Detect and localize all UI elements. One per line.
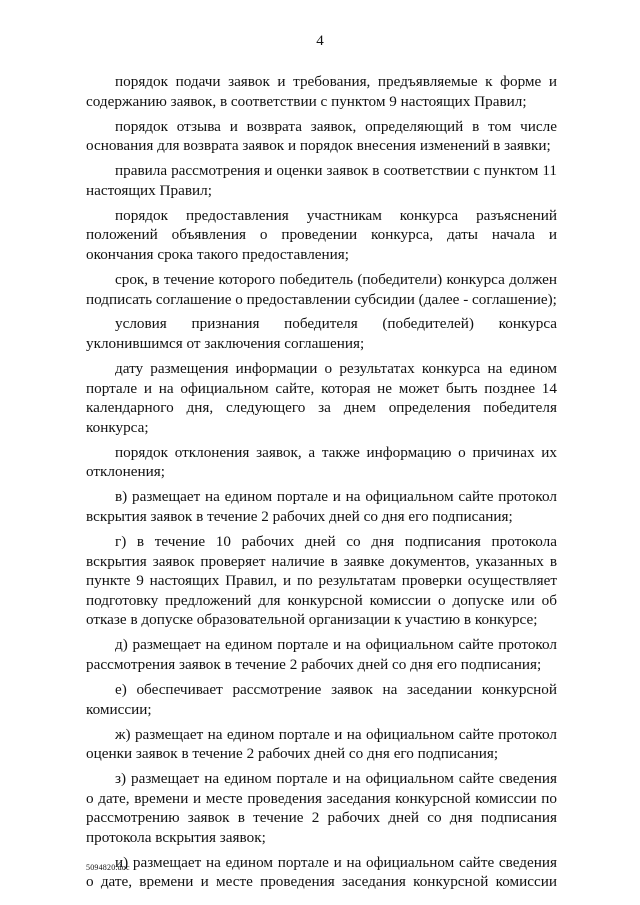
paragraph: д) размещает на едином портале и на официальном сайте протокол рассмотрения заявок в течение 2 рабочих дней со дня его подписания; <box>86 636 557 673</box>
paragraph: порядок отклонения заявок, а также информацию о причинах их отклонения; <box>86 443 557 481</box>
paragraph: правила рассмотрения и оценки заявок в соответствии с пунктом 11 настоящих Правил; <box>86 162 557 199</box>
page-number: 4 <box>316 33 324 49</box>
paragraph: и) размещает на едином портале и на официальном сайте сведения о дате, времени и месте проведения заседания конкурсной комиссии <box>86 853 557 891</box>
file-name-footer: 5094820.doc <box>86 863 130 872</box>
paragraph: г) в течение 10 рабочих дней со дня подписания протокола вскрытия заявок проверяет наличие в заявке документов, указанных в пункте 9 настоящих Правил, и по результатам проверки осуществляет подготовку предложений для конкурсной комиссии о допуске или об отказе в допуске образовательной организации к участию в конкурсе; <box>86 532 557 629</box>
paragraph: порядок отзыва и возврата заявок, определяющий в том числе основания для возврата заявок и порядок внесения изменений в заявки; <box>86 117 557 155</box>
paragraph: условия признания победителя (победителей) конкурса уклонившимся от заключения соглашения; <box>86 315 557 353</box>
paragraph: з) размещает на едином портале и на официальном сайте сведения о дате, времени и месте проведения заседания конкурсной комиссии по рассмотрению заявок в течение 2 рабочих дней со дня подписания протокола вскрытия заявок; <box>86 770 557 846</box>
paragraph: порядок предоставления участникам конкурса разъяснений положений объявления о проведении конкурса, даты начала и окончания срока такого предоставления; <box>86 206 557 263</box>
paragraph: ж) размещает на едином портале и на официальном сайте протокол оценки заявок в течение 2 рабочих дней со дня его подписания; <box>86 725 557 763</box>
paragraph: е) обеспечивает рассмотрение заявок на заседании конкурсной комиссии; <box>86 680 557 718</box>
document-body <box>86 72 557 897</box>
paragraph: срок, в течение которого победитель (победители) конкурса должен подписать соглашение о предоставлении субсидии (далее - соглашение); <box>86 270 557 308</box>
paragraph: порядок подачи заявок и требования, предъявляемые к форме и содержанию заявок, в соответствии с пунктом 9 настоящих Правил; <box>86 73 557 110</box>
paragraph: в) размещает на едином портале и на официальном сайте протокол вскрытия заявок в течение 2 рабочих дней со дня его подписания; <box>86 488 557 525</box>
paragraph: дату размещения информации о результатах конкурса на едином портале и на официальном сайте, которая не может быть позднее 14 календарного дня, следующего за днем определения победителя конкурса; <box>86 360 557 436</box>
